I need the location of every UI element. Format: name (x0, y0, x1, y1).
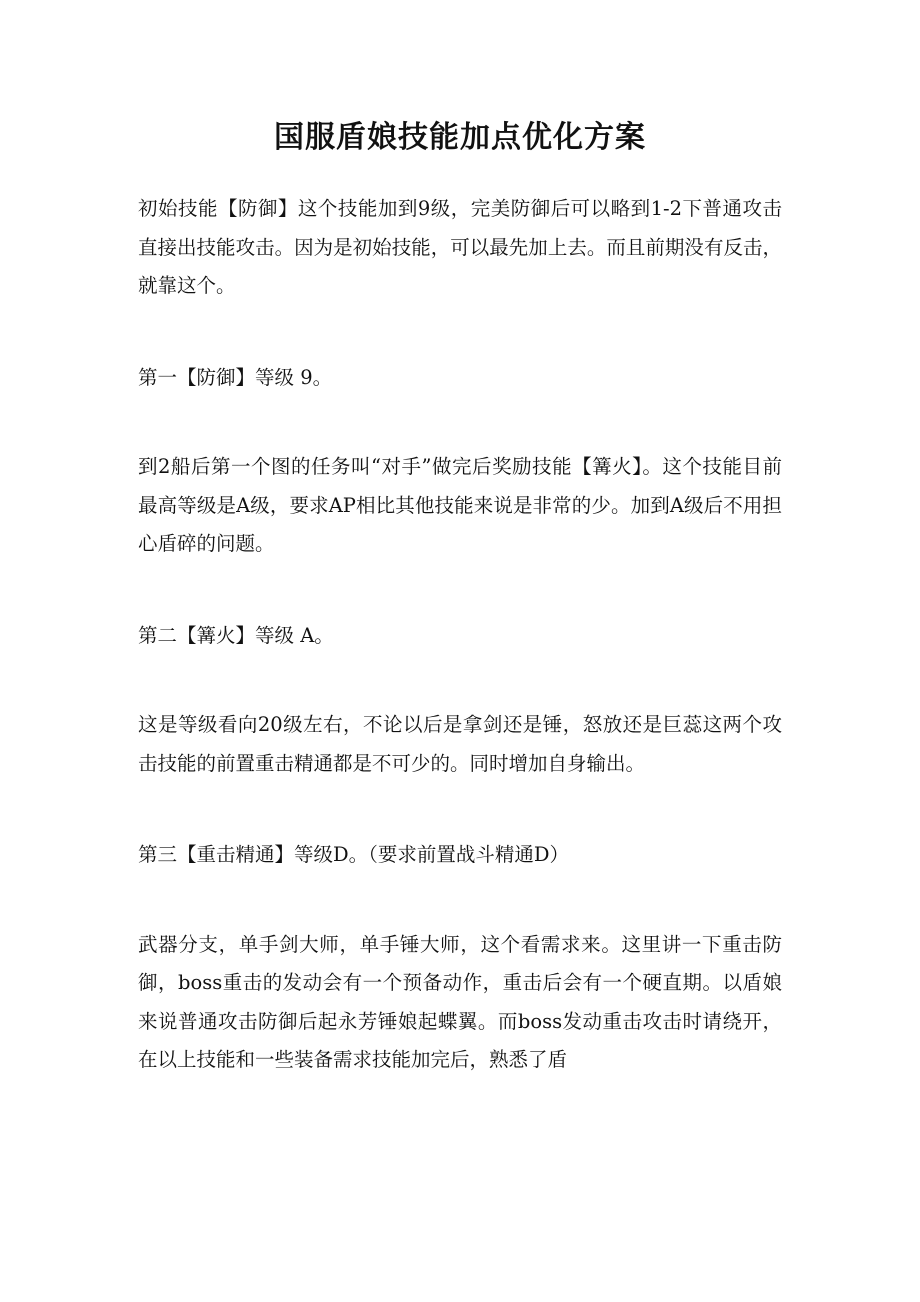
skill-step-2: 第二【篝火】等级 A。 (138, 623, 334, 647)
document-body (138, 190, 782, 1080)
paragraph-defense-intro: 初始技能【防御】这个技能加到9级，完美防御后可以略到1-2下普通攻击直接出技能攻击。因为是初始技能，可以最先加上去。而且前期没有反击，就靠这个。 (138, 197, 782, 297)
skill-step-1: 第一【防御】等级 9。 (138, 365, 333, 389)
paragraph-weapon-branch: 武器分支，单手剑大师，单手锤大师，这个看需求来。这里讲一下重击防御，boss重击的发动会有一个预备动作，重击后会有一个硬直期。以盾娘来说普通攻击防御后起永芳锤娘起蝶翼。而boss发动重击攻击时请绕开，在以上技能和一些装备需求技能加完后，熟悉了盾 (138, 932, 782, 1071)
document-title: 国服盾娘技能加点优化方案 (274, 120, 646, 155)
paragraph-bonfire-intro: 到2船后第一个图的任务叫“对手”做完后奖励技能【篝火】。这个技能目前最高等级是A级，要求AP相比其他技能来说是非常的少。加到A级后不用担心盾碎的问题。 (138, 455, 782, 555)
paragraph-heavy-strike-intro: 这是等级看向20级左右，不论以后是拿剑还是锤，怒放还是巨蕊这两个攻击技能的前置重击精通都是不可少的。同时增加自身输出。 (138, 713, 782, 775)
skill-step-3: 第三【重击精通】等级D。（要求前置战斗精通D） (138, 843, 570, 866)
